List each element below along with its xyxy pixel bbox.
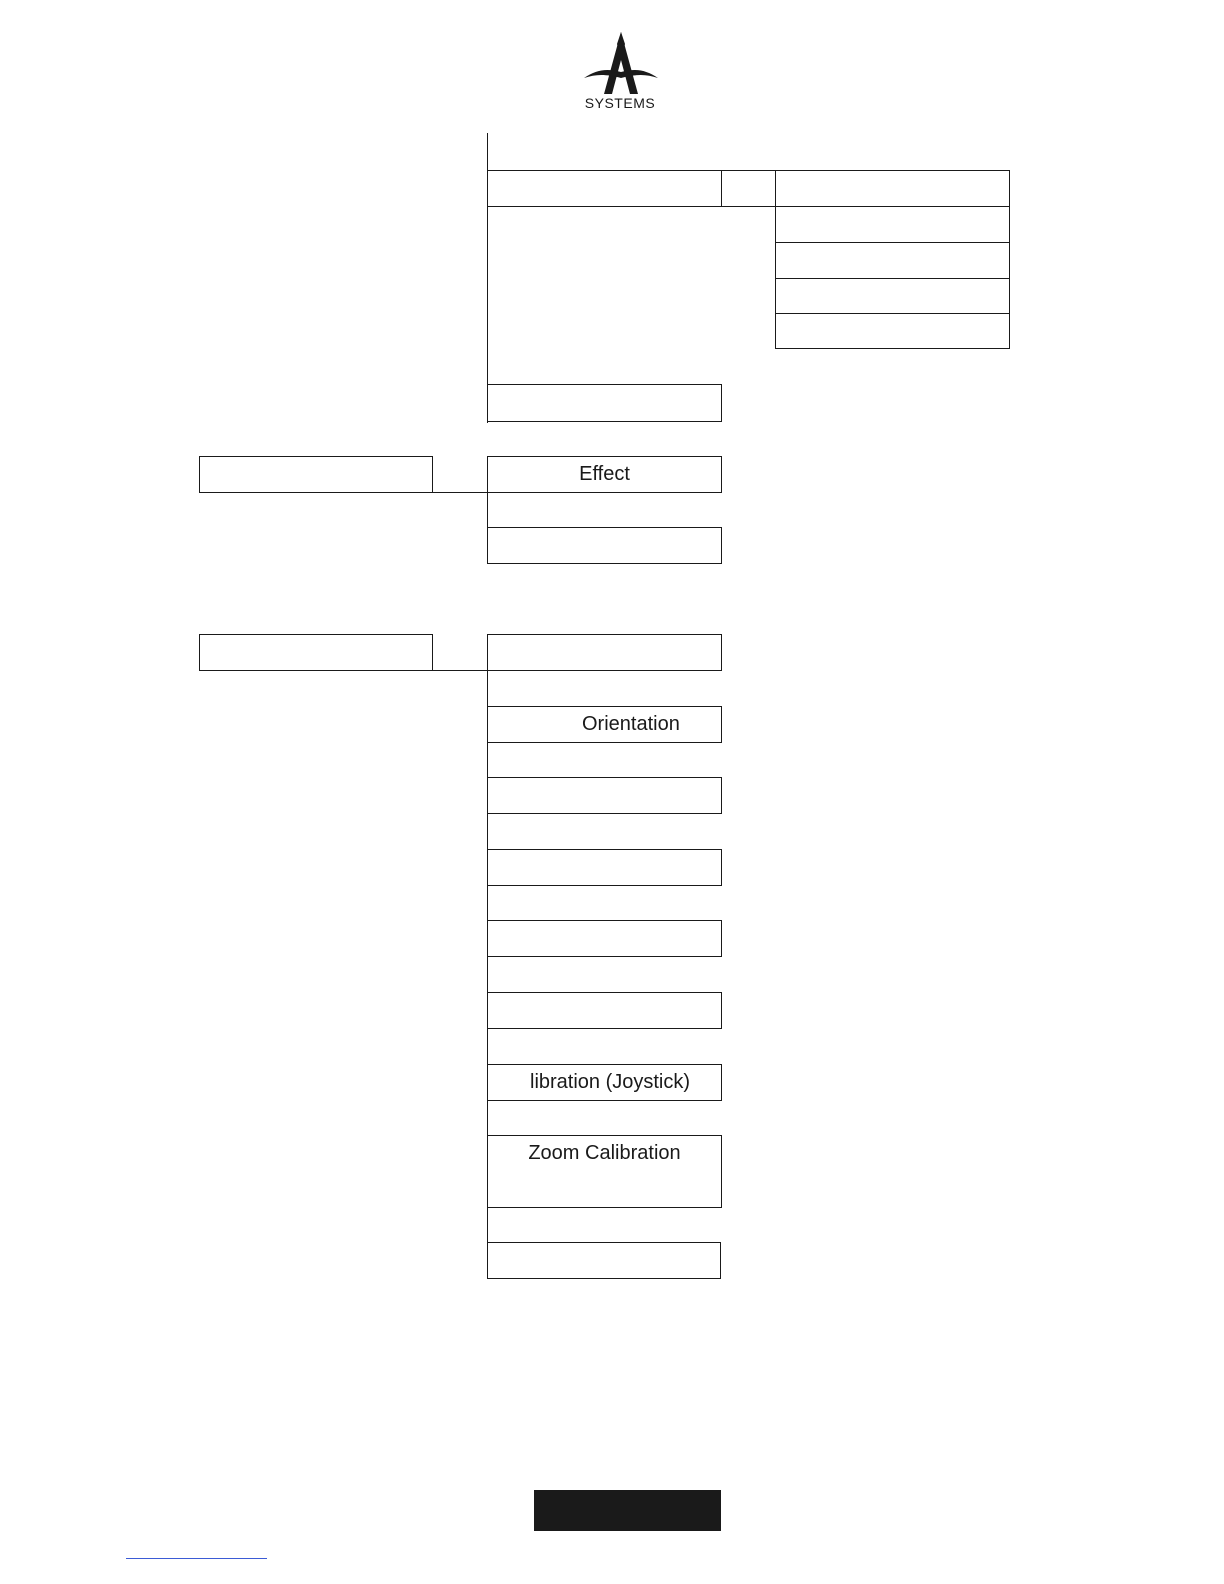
submenu-box[interactable] bbox=[775, 242, 1010, 279]
parent-menu-box[interactable] bbox=[199, 456, 433, 493]
parent-menu-box[interactable] bbox=[199, 634, 433, 671]
menu-item-orientation[interactable] bbox=[487, 706, 722, 743]
submenu-box[interactable] bbox=[775, 206, 1010, 243]
menu-box[interactable] bbox=[487, 634, 722, 671]
menu-box[interactable] bbox=[487, 384, 722, 422]
menu-box[interactable] bbox=[487, 527, 722, 564]
footer-bar bbox=[534, 1490, 721, 1531]
menu-item-zoom-calibration[interactable] bbox=[487, 1135, 722, 1208]
menu-item-joystick-calibration[interactable] bbox=[487, 1064, 722, 1101]
menu-box[interactable] bbox=[487, 1242, 721, 1279]
connector-line bbox=[432, 670, 488, 671]
footer-link-underline[interactable] bbox=[126, 1558, 267, 1559]
menu-box[interactable] bbox=[487, 992, 722, 1029]
logo-text: SYSTEMS bbox=[584, 95, 656, 111]
menu-item-joystick-calibration-label: libration (Joystick) bbox=[530, 1071, 691, 1093]
submenu-box[interactable] bbox=[775, 170, 1010, 207]
menu-item-effect[interactable] bbox=[487, 456, 722, 493]
menu-box[interactable] bbox=[487, 777, 722, 814]
submenu-box[interactable] bbox=[775, 278, 1010, 315]
menu-box[interactable] bbox=[721, 170, 776, 207]
menu-item-effect-label: Effect bbox=[579, 463, 630, 485]
menu-box[interactable] bbox=[487, 920, 722, 957]
menu-box[interactable] bbox=[487, 170, 722, 207]
menu-box[interactable] bbox=[487, 849, 722, 886]
menu-item-orientation-label: Orientation bbox=[582, 713, 680, 735]
connector-line bbox=[432, 492, 488, 493]
submenu-box[interactable] bbox=[775, 313, 1010, 349]
menu-item-zoom-calibration-label: Zoom Calibration bbox=[528, 1142, 681, 1164]
